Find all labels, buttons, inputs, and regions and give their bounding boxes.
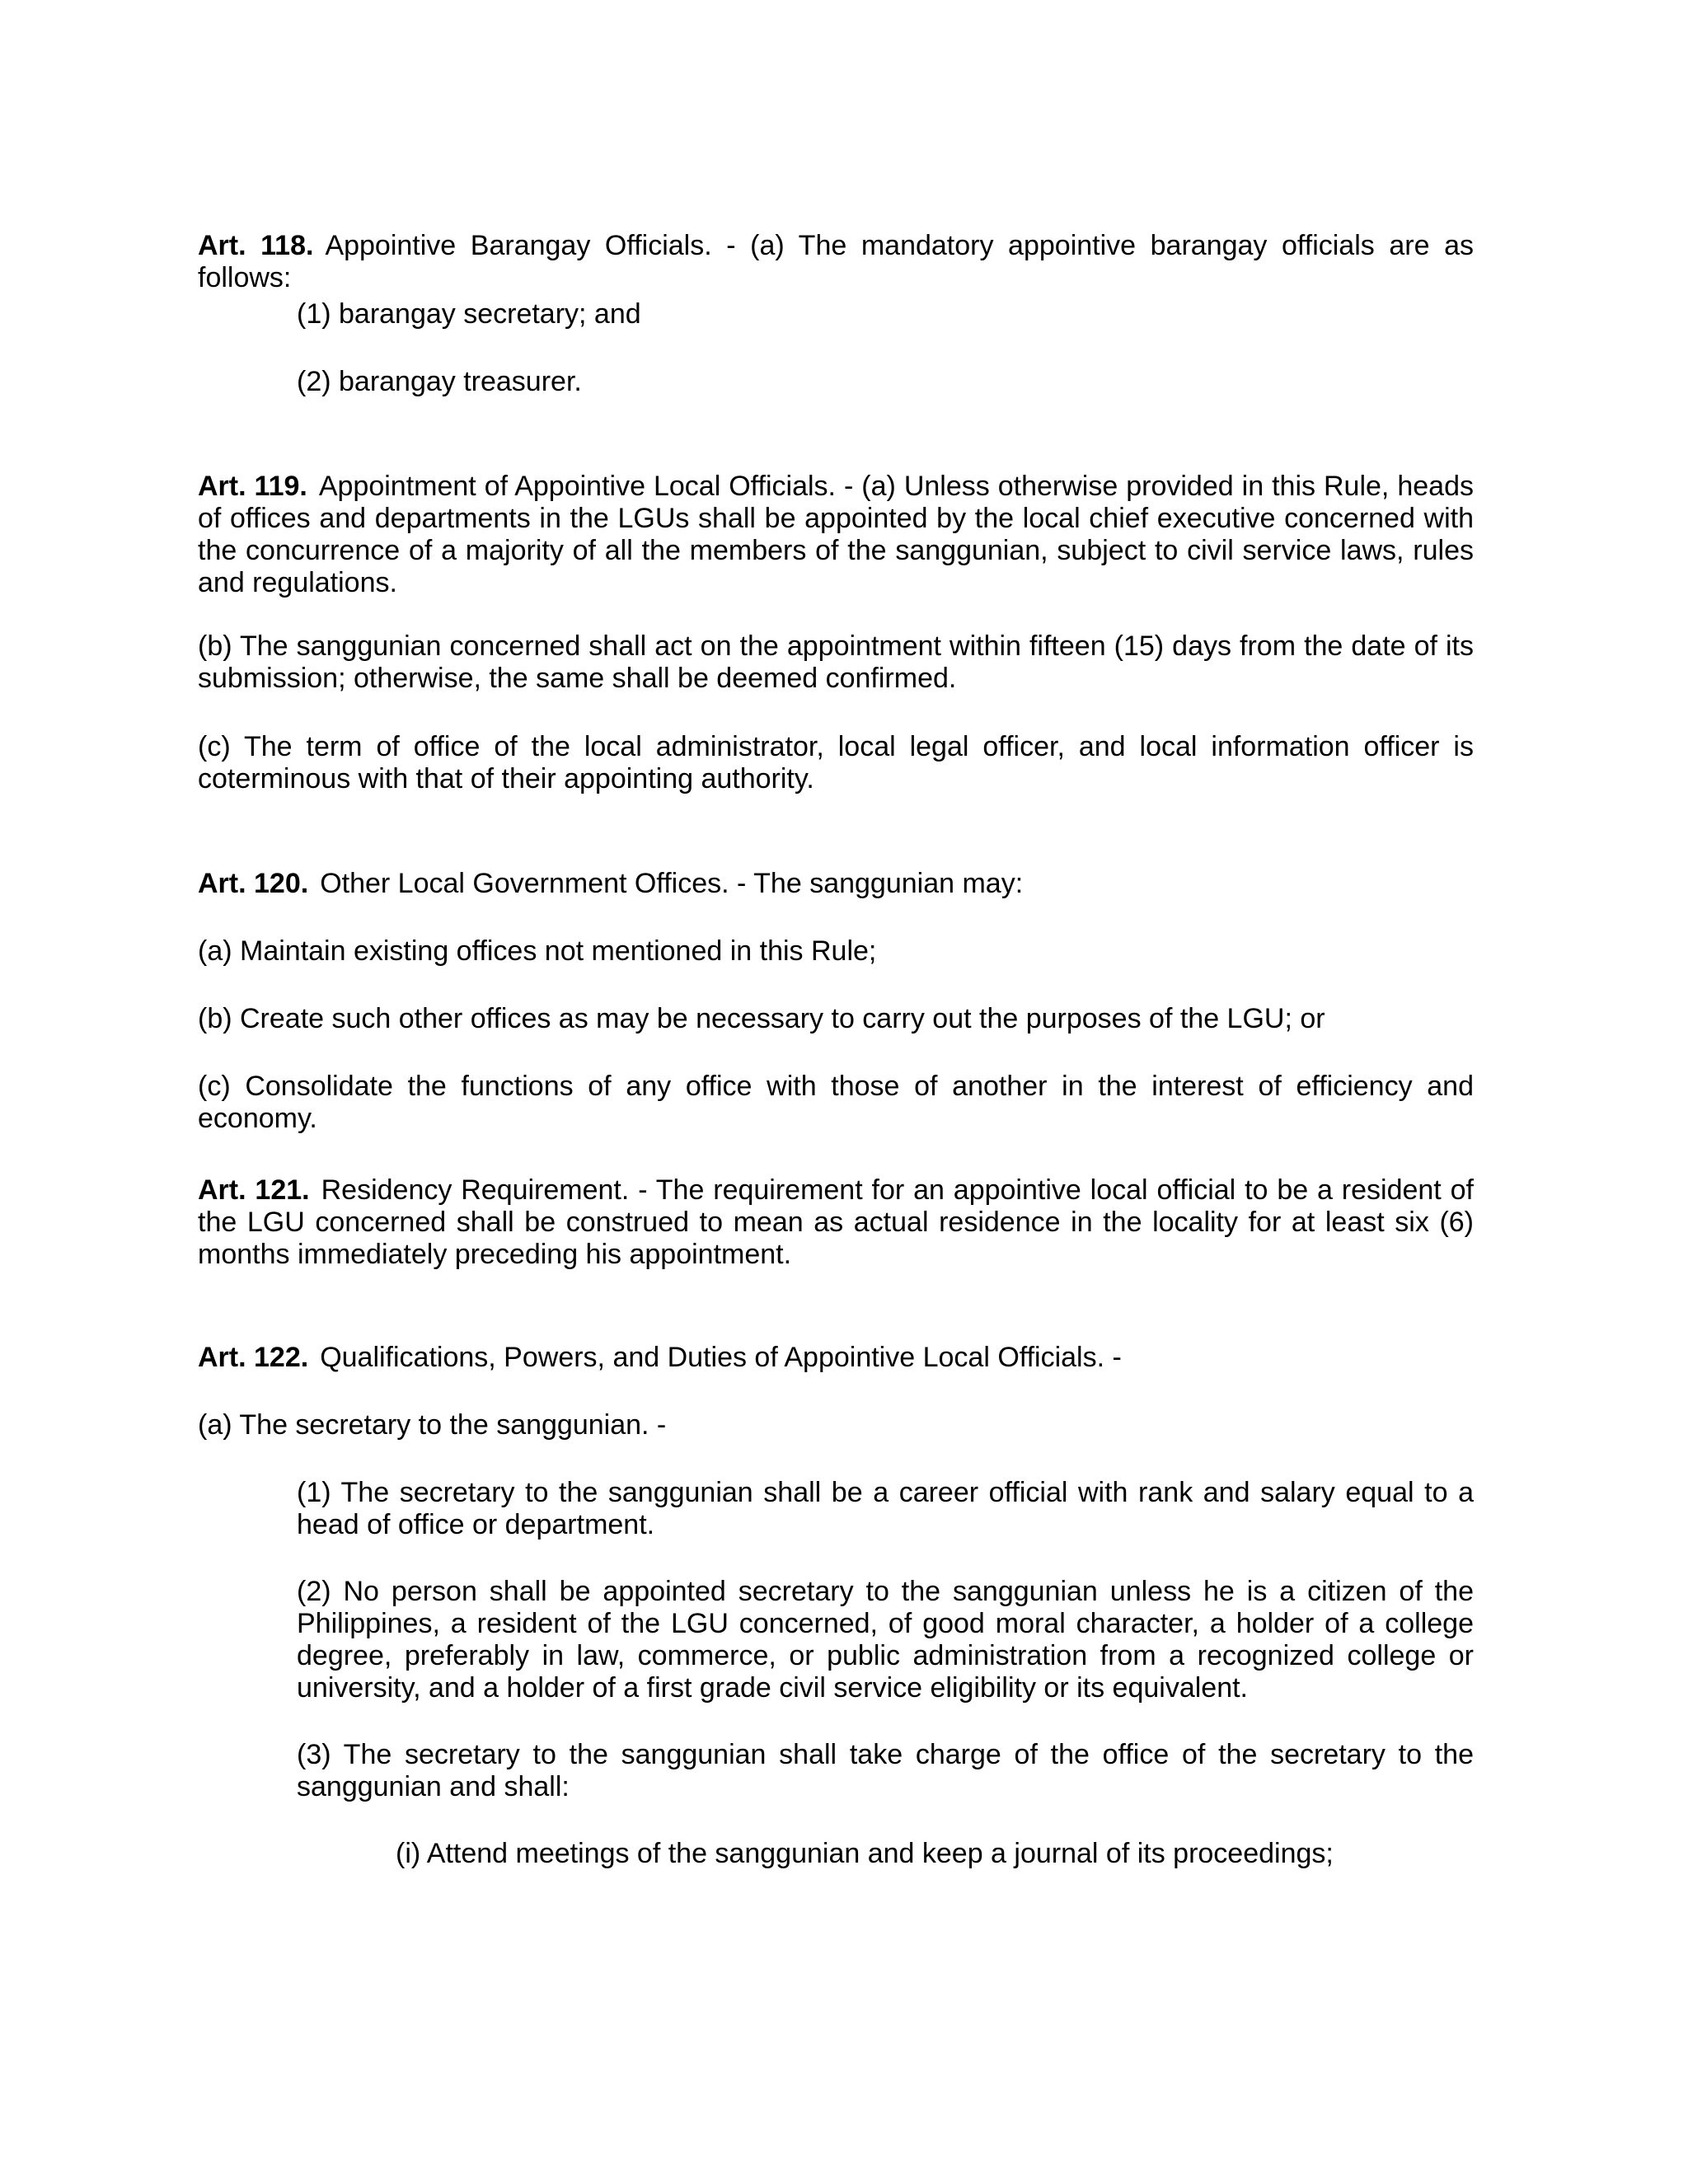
article-number: Art. 120. (198, 868, 309, 899)
art-118-paragraph (198, 230, 1474, 294)
art-122-item-1: (1) The secretary to the sanggunian shall be a career official with rank and salary equal to a head of office or department. (297, 1477, 1474, 1540)
art-120-item-a: (a) Maintain existing offices not mentioned in this Rule; (198, 935, 877, 967)
art-122-item-3: (3) The secretary to the sanggunian shall take charge of the office of the secretary to the sanggunian and shall: (297, 1739, 1474, 1802)
article-text: Other Local Government Offices. - The sanggunian may: (320, 868, 1024, 899)
art-122-item-2: (2) No person shall be appointed secretary to the sanggunian unless he is a citizen of the Philippines, a resident of the LGU concerned, of good moral character, a holder of a college degree, preferably in law, commerce, or public administration from a recognized college or university, and a holder of a first grade civil service eligibility or its equivalent. (297, 1576, 1474, 1704)
article-number: Art. 122. (198, 1342, 309, 1373)
art-120-item-b: (b) Create such other offices as may be necessary to carry out the purposes of the LGU; or (198, 1003, 1325, 1034)
article-text: Appointive Barangay Officials. - (a) The mandatory appointive barangay officials are as follows: (198, 230, 1474, 293)
article-text: Appointment of Appointive Local Officials. - (a) Unless otherwise provided in this Rule, heads of offices and departments in the LGUs shall be appointed by the local chief executive concerned with the concurrence of a majority of all the members of the sanggunian, subject to civil service laws, rules and regulations. (198, 471, 1474, 598)
art-120-paragraph (198, 868, 1474, 900)
art-122-subitem-i: (i) Attend meetings of the sanggunian and keep a journal of its proceedings; (396, 1838, 1334, 1869)
article-text: Residency Requirement. - The requirement for an appointive local official to be a resident of the LGU concerned shall be construed to mean as actual residence in the locality for at least six (6) months immediately preceding his appointment. (198, 1174, 1474, 1270)
art-120-item-c: (c) Consolidate the functions of any office with those of another in the interest of efficiency and economy. (198, 1071, 1474, 1134)
article-text: Qualifications, Powers, and Duties of Appointive Local Officials. - (320, 1342, 1122, 1373)
art-121-paragraph (198, 1174, 1474, 1271)
art-118-item-2: (2) barangay treasurer. (297, 366, 582, 397)
article-number: Art. 121. (198, 1174, 310, 1206)
art-119-item-c: (c) The term of office of the local administrator, local legal officer, and local information officer is coterminous with that of their appointing authority. (198, 731, 1474, 794)
art-122-heading-a: (a) The secretary to the sanggunian. - (198, 1409, 667, 1441)
art-119-paragraph (198, 471, 1474, 599)
art-122-paragraph (198, 1342, 1474, 1374)
art-119-item-b: (b) The sanggunian concerned shall act on the appointment within fifteen (15) days from the date of its submission; otherwise, the same shall be deemed confirmed. (198, 630, 1474, 694)
article-number: Art. 119. (198, 471, 307, 502)
art-118-item-1: (1) barangay secretary; and (297, 298, 641, 330)
article-number: Art. 118. (198, 230, 314, 261)
